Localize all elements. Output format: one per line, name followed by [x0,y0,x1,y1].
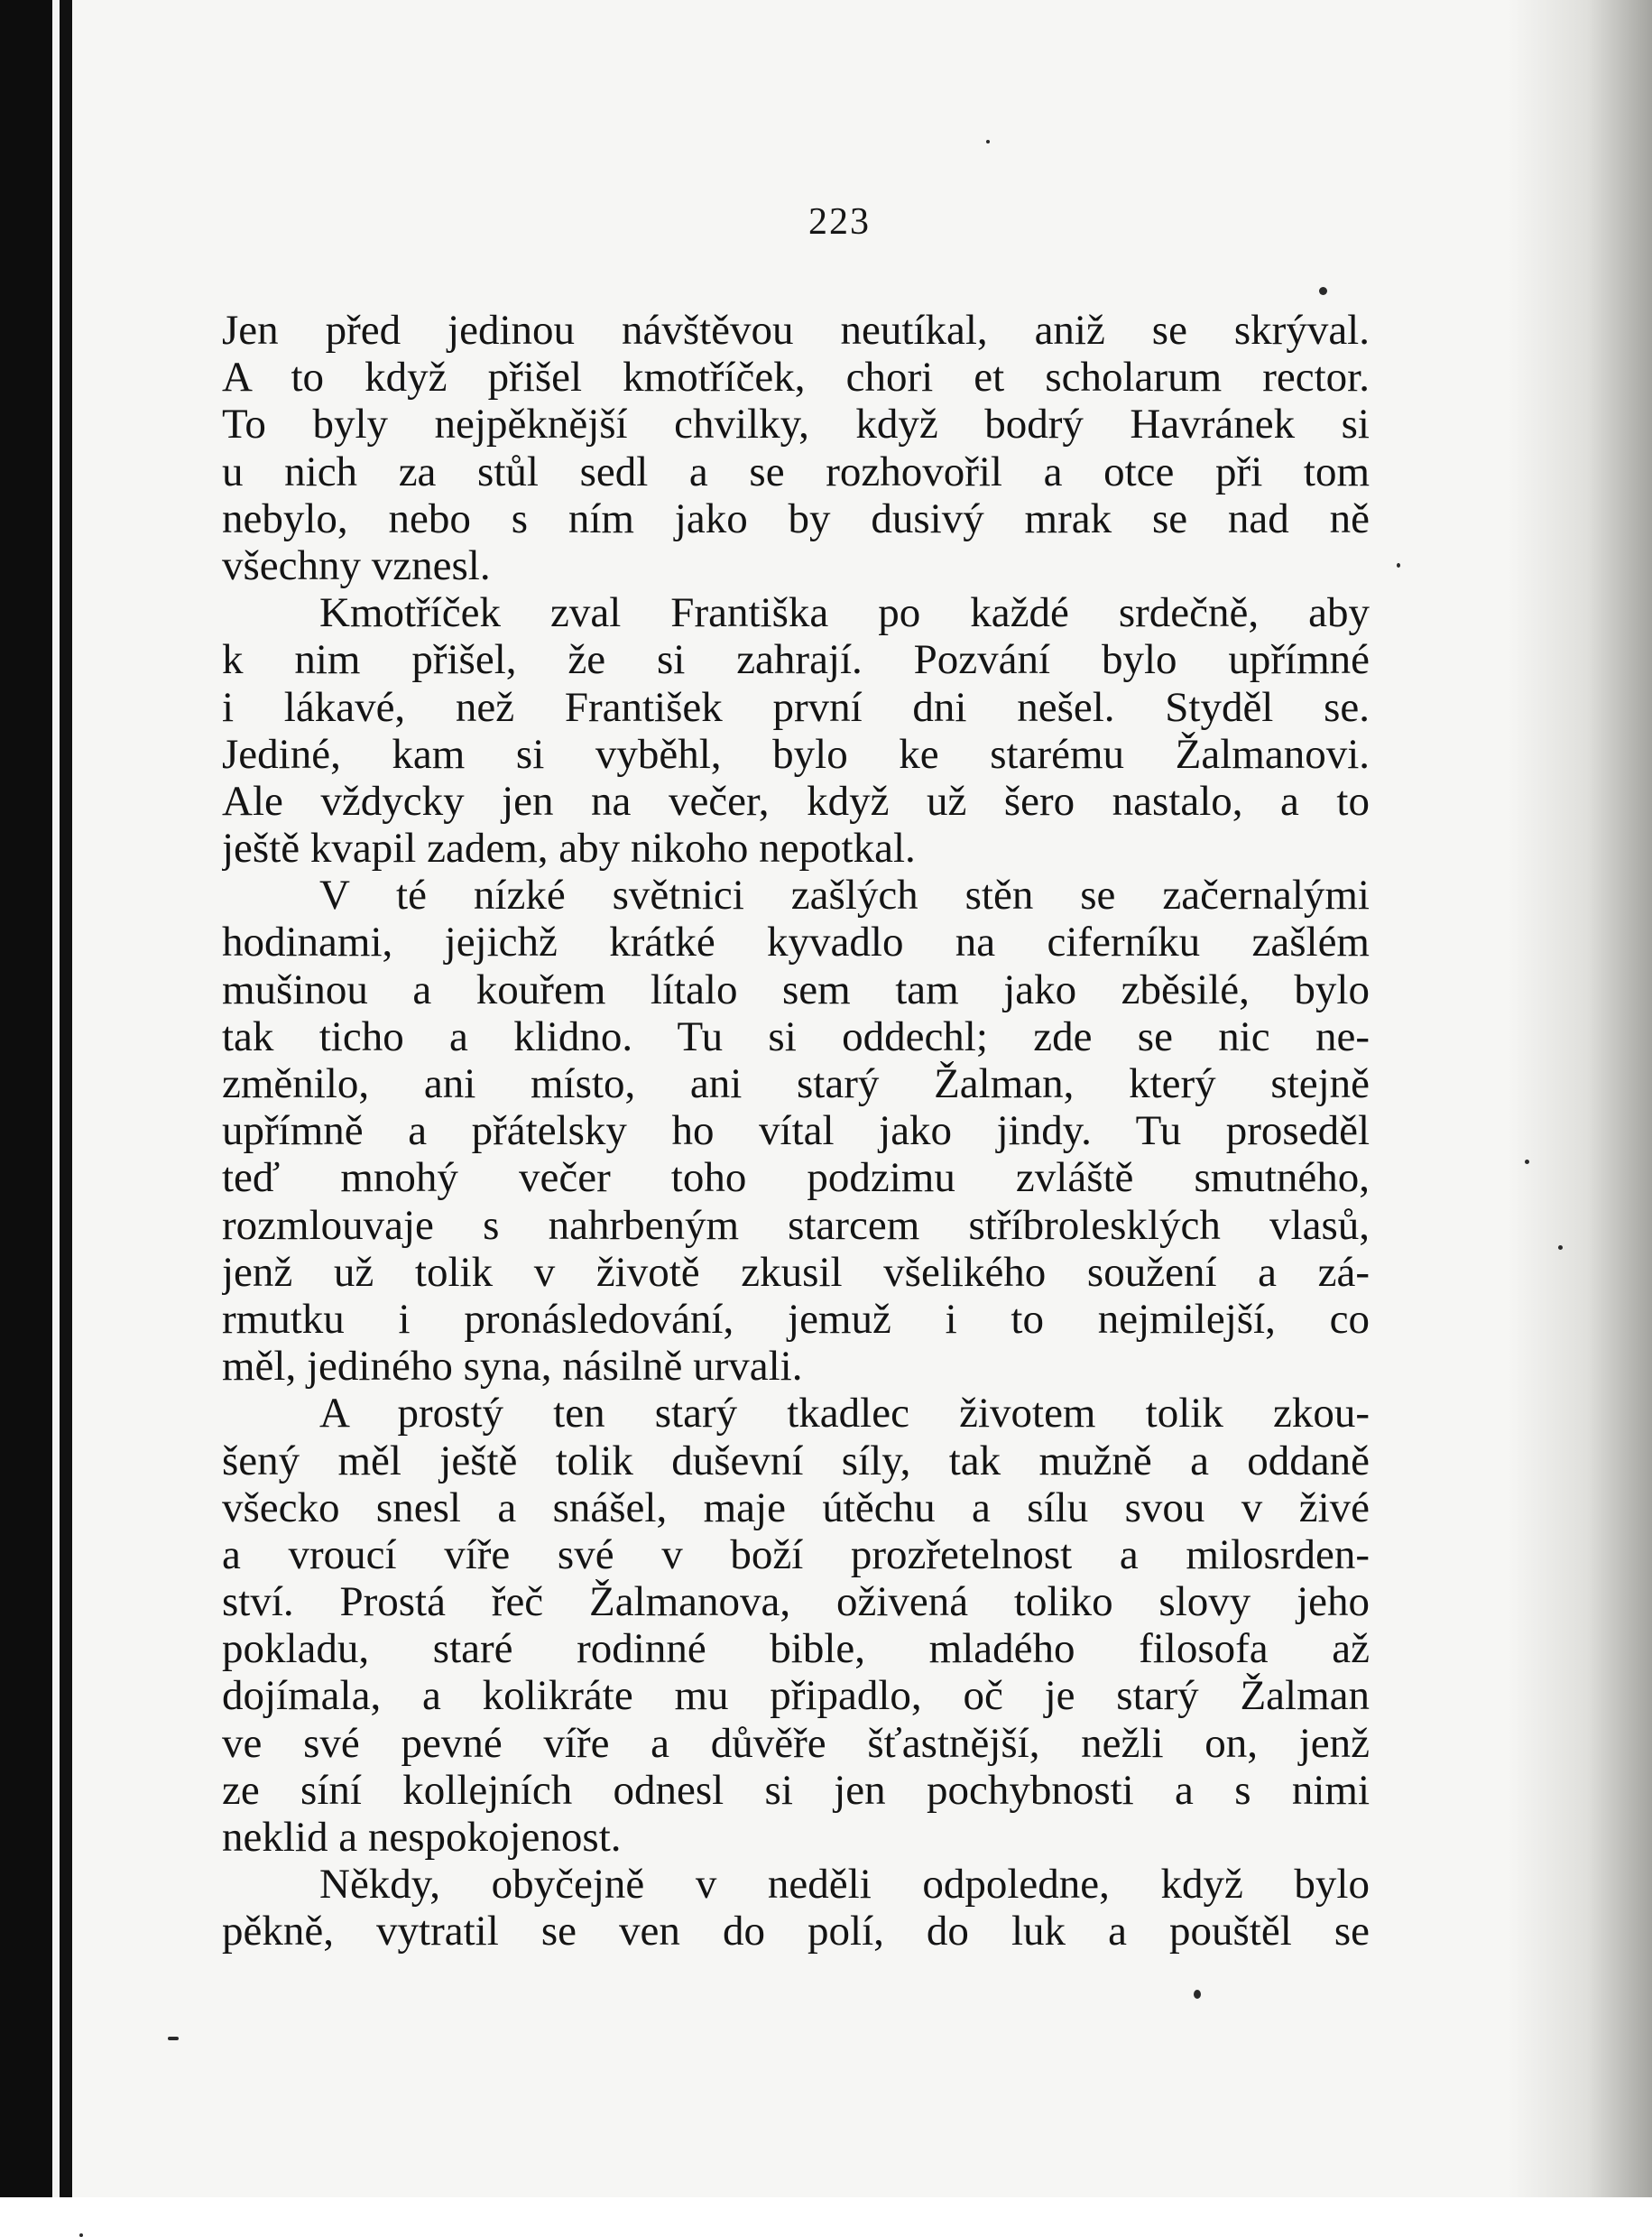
text-line: ještě kvapil zadem, aby nikoho nepotkal. [222,825,916,873]
text-line: tak ticho a klidno. Tu si oddechl; zde se nic ne- [222,1012,1370,1060]
text-line: A to když přišel kmotříček, chori et scholarum rector. [222,354,1370,402]
text-line: mušinou a kouřem lítalo sem tam jako zběsilé, bylo [222,966,1370,1013]
scan-page-shadow [1508,0,1652,2197]
text-line: ství. Prostá řeč Žalmanova, oživená toliko slovy jeho [222,1578,1370,1626]
text-line: nebylo, nebo s ním jako by dusivý mrak se nad ně [222,495,1370,542]
text-line: k nim přišel, že si zahrají. Pozvání bylo upřímné [222,636,1370,684]
scan-speck [1558,1245,1563,1250]
text-line: měl, jediného syna, násilně urvali. [222,1343,803,1391]
paragraph-start-line: Někdy, obyčejně v neděli odpoledne, když bylo [319,1861,1370,1909]
text-line: šený měl ještě tolik duševní síly, tak mužně a oddaně [222,1437,1370,1484]
text-line: upřímně a přátelsky ho vítal jako jindy. Tu proseděl [222,1107,1370,1155]
scan-binding-edge [0,0,52,2197]
text-line: hodinami, jejichž krátké kyvadlo na ciferníku zašlém [222,919,1370,966]
text-line: Jen před jedinou návštěvou neutíkal, aniž se skrýval. [222,307,1370,354]
text-line: ve své pevné víře a důvěře šťastnější, nežli on, jenž [222,1719,1370,1767]
text-line: jenž už tolik v životě zkusil všelikého soužení a zá- [222,1248,1370,1296]
scan-speck [986,140,990,143]
text-line: rmutku i pronásledování, jemuž i to nejmilejší, co [222,1295,1370,1343]
text-line: Jediné, kam si vyběhl, bylo ke starému Žalmanovi. [222,730,1370,778]
text-line: ze síní kollejních odnesl si jen pochybnosti a s nimi [222,1766,1370,1814]
text-line: dojímala, a kolikráte mu připadlo, oč je starý Žalman [222,1672,1370,1720]
text-line: To byly nejpěknější chvilky, když bodrý Havránek si [222,401,1370,448]
paragraph-start-line: V té nízké světnici zašlých stěn se začernalými [319,872,1370,920]
body-text [222,307,1370,1955]
scan-speck [168,2037,179,2040]
paragraph-start-line: A prostý ten starý tkadlec životem tolik zkou- [319,1390,1370,1437]
text-line: Ale vždycky jen na večer, když už šero nastalo, a to [222,777,1370,825]
scan-speck [79,2233,83,2237]
scan-speck [1194,1990,1201,1999]
text-line: u nich za stůl sedl a se rozhovořil a otce při tom [222,448,1370,495]
text-line: všecko snesl a snášel, maje útěchu a sílu svou v živé [222,1484,1370,1531]
scan-speck [1319,287,1327,295]
text-line: i lákavé, než František první dni nešel. Styděl se. [222,683,1370,731]
page-number: 223 [808,201,871,243]
scan-speck [1525,1160,1529,1164]
text-line: neklid a nespokojenost. [222,1814,622,1861]
scan-margin-strip [52,0,60,2197]
text-line: pěkně, vytratil se ven do polí, do luk a pouštěl se [222,1908,1370,1955]
text-line: a vroucí víře své v boží prozřetelnost a milosrden- [222,1530,1370,1578]
text-line: rozmlouvaje s nahrbeným starcem stříbrolesklých vlasů, [222,1201,1370,1249]
text-line: pokladu, staré rodinné bible, mladého filosofa až [222,1625,1370,1673]
paragraph-start-line: Kmotříček zval Františka po každé srdečně, aby [319,589,1370,637]
text-line: změnilo, ani místo, ani starý Žalman, který stejně [222,1060,1370,1107]
text-line: teď mnohý večer toho podzimu zvláště smutného, [222,1154,1370,1202]
text-line: všechny vznesl. [222,541,491,589]
scan-inner-edge [60,0,72,2197]
scan-speck [1397,563,1400,568]
